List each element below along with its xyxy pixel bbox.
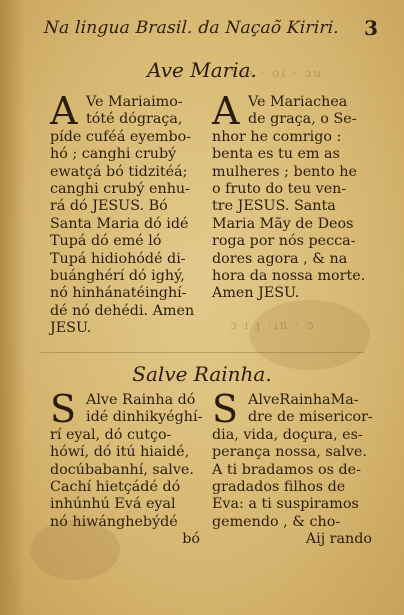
drop-cap: A	[212, 89, 240, 133]
drop-cap: A	[50, 89, 78, 133]
text-line: JESU.	[50, 320, 92, 337]
text-line: hora da nossa morte.	[212, 267, 366, 284]
section-title-salve-rainha: Salve Rainha.	[132, 362, 272, 386]
ave-maria-kiriri-column	[50, 89, 200, 337]
text-line: perança nossa, salve.	[212, 444, 367, 461]
text-line: bó	[182, 531, 200, 548]
text-line: Ve Mariaimo-	[86, 94, 183, 110]
text-line: AlveRainhaMa-	[248, 392, 359, 408]
drop-cap: S	[212, 387, 239, 431]
text-line: hówí, dó itú hiaidé,	[50, 444, 190, 461]
text-line: Amen JESU.	[212, 285, 300, 302]
text-line: hó ; canghi crubý	[50, 146, 177, 163]
salve-rainha-kiriri-column	[50, 387, 203, 549]
text-line: Santa Maria dó idé	[50, 215, 189, 232]
text-line: inhúnhú Evá eyal	[50, 496, 176, 513]
show-through-text: ɔ ı ɟ :ın · ɔ	[230, 318, 316, 332]
text-line: canghi crubý enhu-	[50, 180, 190, 197]
text-line: nó hinhánatéinghí-	[50, 285, 187, 302]
text-line: dre de misericor-	[248, 409, 373, 426]
text-line: mulheres ; bento he	[212, 163, 357, 180]
text-line: Tupá dó emé ló	[50, 233, 162, 250]
text-line: dia, vida, doçura, es-	[212, 426, 363, 443]
running-head	[44, 18, 384, 42]
text-line: tre JESUS. Santa	[212, 198, 336, 215]
text-line: gradados filhos de	[212, 478, 346, 495]
drop-cap: S	[50, 387, 77, 431]
text-line: Maria Mãy de Deos	[212, 215, 354, 232]
text-line: Tupá hidiohódé di-	[50, 250, 186, 267]
text-line: nó hiwánghebýdé	[50, 513, 178, 530]
ave-maria-portuguese-column	[212, 89, 372, 303]
text-line: A ti bradamos os de-	[212, 461, 361, 478]
text-line: docúbabanhí, salve.	[50, 461, 194, 478]
text-line: Eva: a ti suspiramos	[212, 496, 359, 513]
text-line: benta es tu em as	[212, 146, 340, 163]
text-line: rá dó JESUS. Bó	[50, 198, 168, 215]
text-line: dores agora , & na	[212, 250, 348, 267]
page-gutter-shadow	[0, 0, 26, 615]
text-line: idé dinhikyéghí-	[86, 409, 203, 426]
page-number: 3	[364, 16, 378, 40]
text-line: nhor he comrigo :	[212, 128, 342, 145]
text-line: ewatçá bó tidzitéá;	[50, 163, 188, 180]
running-title: Na lingua Brasil. da Naçaõ Kiriri.	[43, 18, 340, 38]
text-line: Ve Mariachea	[248, 94, 348, 110]
salve-rainha-portuguese-column	[212, 387, 373, 549]
text-line: tóté dógraça,	[86, 111, 183, 128]
text-line: Cachí hietçádé dó	[50, 478, 181, 495]
text-line: gemendo , & cho-	[212, 513, 341, 530]
text-line: dé nó dehédi. Amen	[50, 302, 195, 319]
text-line: píde cuféá eyembo-	[50, 128, 192, 145]
text-line: roga por nós pecca-	[212, 233, 356, 250]
text-line: de graça, o Se-	[248, 111, 357, 128]
text-line: buánghérí dó ighý,	[50, 267, 185, 284]
text-line: Aij rando	[305, 531, 372, 548]
text-line: Alve Rainha dó	[86, 392, 196, 408]
text-line: rí eyal, dó cutço-	[50, 426, 172, 443]
section-title-ave-maria: Ave Maria.	[147, 58, 257, 82]
paper-stain	[250, 300, 370, 370]
text-line: o fruto do teu ven-	[212, 180, 347, 197]
show-through-text: ꝛɐꝛ · oı · ɔu	[230, 66, 323, 80]
section-divider	[40, 352, 364, 353]
